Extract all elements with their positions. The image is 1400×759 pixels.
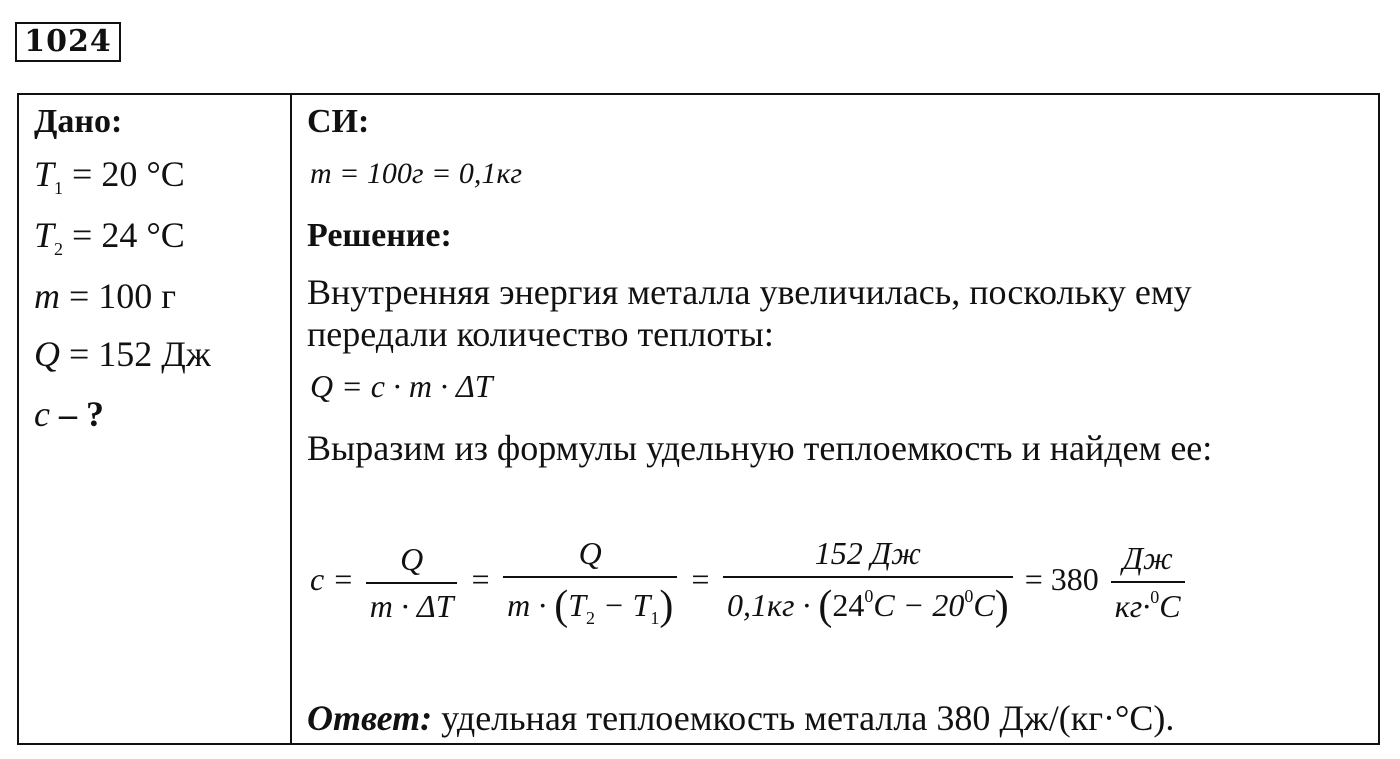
- si-title: СИ:: [307, 103, 370, 140]
- given-row-q: Q = 152 Дж: [34, 334, 211, 374]
- fraction-3: $\frac{152 Дж}{0,1кг \cdot (24^0C - 20^0C)}$: [723, 535, 1013, 630]
- solution-title: Решение:: [307, 217, 452, 254]
- si-conversion: m = 100г = 0,1кг: [310, 157, 523, 190]
- given-column: [19, 95, 289, 743]
- given-title: Дано:: [34, 103, 123, 140]
- answer-text: удельная теплоемкость металла 380 Дж/(кг·°С).: [432, 698, 1175, 738]
- formula-heat: Q = c · m · ΔT: [310, 368, 493, 404]
- fraction-1: $\frac{Q}{m \cdot \Delta T}$: [366, 541, 458, 625]
- formula-specific-heat: c = $\frac{Q}{m \cdot \Delta T}$ = $\frac{Q}{m \cdot (T_2 - T_1)}$ = $\frac{152 Дж}{0,1кг \cdot (24^0C - 20^0C)}$ = 380 $\frac{Дж}{кг\cdot^0C}$: [310, 535, 1189, 630]
- fraction-2: $\frac{Q}{m \cdot (T_2 - T_1)}$: [503, 535, 677, 630]
- answer-label: Ответ:: [307, 698, 433, 738]
- solution-table: [17, 93, 1380, 745]
- solution-text-1: Внутренняя энергия металла увеличилась, поскольку ему передали количество теплоты:: [307, 272, 1192, 354]
- given-row-t2: $T_2 = 24$ °C: [34, 215, 185, 259]
- given-row-t1: $T_1 = 20$ °C: [34, 154, 185, 198]
- answer-line: [307, 697, 1174, 739]
- given-row-m: m = 100 г: [34, 276, 177, 316]
- solution-text-2: Выразим из формулы удельную теплоемкость и найдем ее:: [307, 428, 1213, 468]
- fraction-unit: $\frac{Дж}{кг\cdot^0C}$: [1111, 540, 1185, 625]
- solution-column: [292, 95, 1378, 743]
- problem-number: 1024: [15, 22, 121, 62]
- given-row-c: c – ?: [34, 394, 104, 434]
